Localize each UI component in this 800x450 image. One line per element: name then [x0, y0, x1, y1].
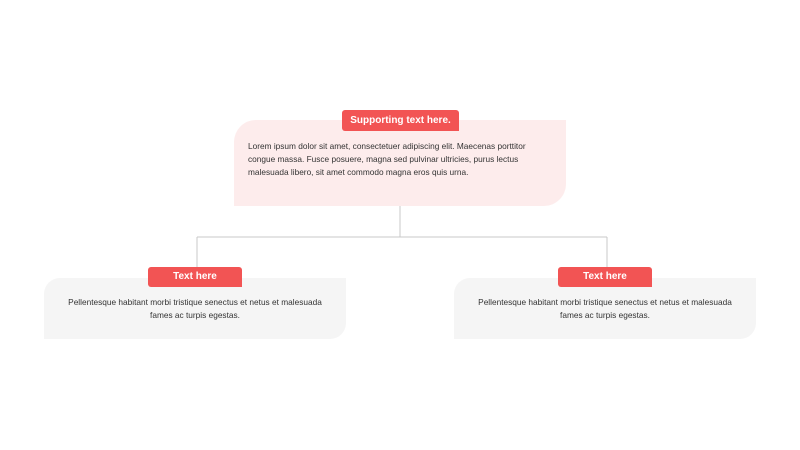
top-node-card	[234, 120, 566, 206]
top-node-body: Lorem ipsum dolor sit amet, consectetuer adipiscing elit. Maecenas porttitor congue massa. Fusce posuere, magna sed pulvinar ultricies, purus lectus malesuada libero, sit amet commodo magna eros quis urna.	[248, 141, 526, 177]
right-child-card	[454, 278, 756, 339]
right-child-body: Pellentesque habitant morbi tristique senectus et netus et malesuada fames ac turpis egestas.	[478, 297, 732, 320]
right-child-tag: Text here	[558, 267, 652, 287]
left-child-body: Pellentesque habitant morbi tristique senectus et netus et malesuada fames ac turpis egestas.	[68, 297, 322, 320]
left-child-tag: Text here	[148, 267, 242, 287]
left-child-card	[44, 278, 346, 339]
top-node-tag: Supporting text here.	[342, 110, 459, 131]
